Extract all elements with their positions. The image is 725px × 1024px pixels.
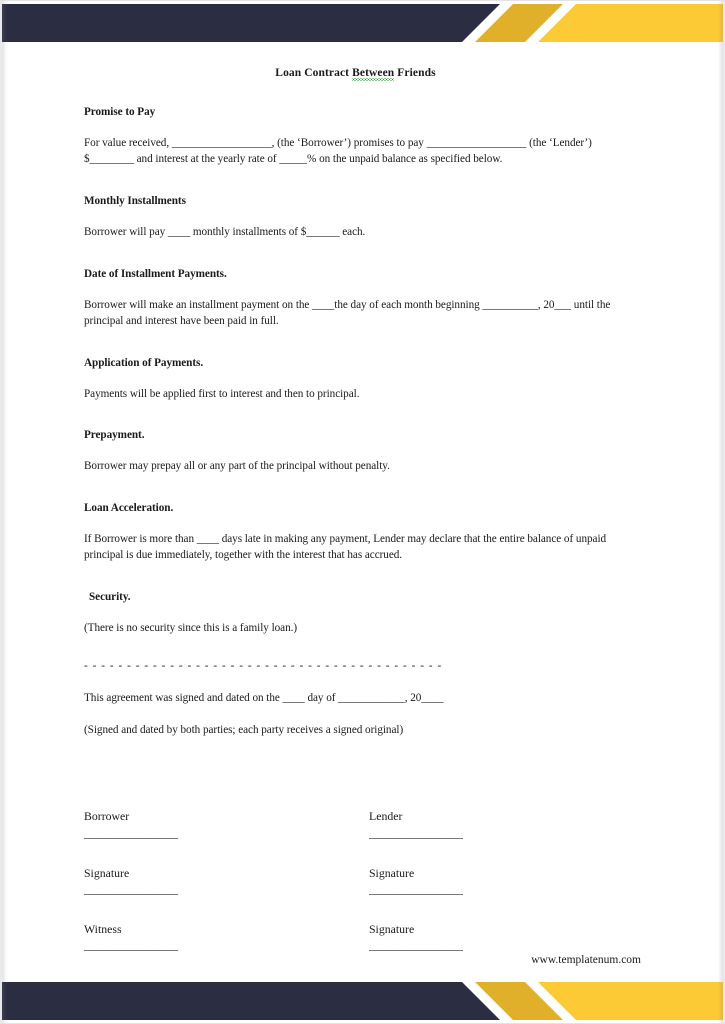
header-navy-shape	[0, 4, 500, 42]
signature-cell-borrower	[84, 809, 369, 865]
document-title	[84, 67, 641, 79]
section-heading-loan-acceleration: Loan Acceleration.	[84, 502, 174, 515]
section-body-security: (There is no security since this is a family loan.)	[84, 622, 298, 635]
footer-decoration-band	[0, 982, 725, 1020]
signature-cell-lender-signature	[369, 866, 641, 922]
section-body-application-of-payments: Payments will be applied first to interest and then to principal.	[84, 387, 360, 400]
signature-label-borrower: Borrower	[84, 809, 130, 824]
signature-label-witness: Witness	[84, 921, 122, 936]
dashed-separator: - - - - - - - - - - - - - - - - - - - - - - - - - - - - - - - - - - - - - - - - - -	[84, 660, 443, 673]
signature-label-borrower-signature: Signature	[84, 865, 130, 880]
section-heading-prepayment: Prepayment.	[84, 429, 145, 442]
document-body	[0, 46, 725, 978]
section-heading-security: Security.	[89, 591, 131, 604]
section-heading-date-of-installment-payments: Date of Installment Payments.	[84, 267, 227, 280]
signature-cell-witness	[84, 922, 369, 978]
signature-cell-lender	[369, 809, 641, 865]
signature-label-witness-signature: Signature	[369, 921, 415, 936]
signature-cell-witness-signature	[369, 922, 641, 978]
closing-signed-and-dated-line: This agreement was signed and dated on the ____ day of ____________, 20____	[84, 691, 444, 704]
signature-label-lender: Lender	[369, 809, 403, 824]
footer-yellow-shape	[538, 982, 725, 1020]
signature-cell-borrower-signature	[84, 866, 369, 922]
signature-line-witness[interactable]: _________________	[84, 939, 178, 953]
signature-line-lender[interactable]: _________________	[369, 826, 463, 840]
header-yellow-shape	[538, 4, 725, 42]
section-body-monthly-installments: Borrower will pay ____ monthly installments of $______ each.	[84, 225, 366, 238]
section-body-promise-to-pay: For value received, __________________, (the ‘Borrower’) promises to pay __________________ (the ‘Lender’) $________ and interest at the yearly rate of _____% on the unpaid balance as specified below.	[84, 137, 592, 165]
section-body-prepayment: Borrower may prepay all or any part of the principal without penalty.	[84, 460, 390, 473]
signature-line-borrower[interactable]: _________________	[84, 826, 178, 840]
closing-parties-note-line: (Signed and dated by both parties; each party receives a signed original)	[84, 724, 404, 737]
signature-line-borrower-signature[interactable]: _________________	[84, 882, 178, 896]
signature-line-lender-signature[interactable]: _________________	[369, 882, 463, 896]
footer-navy-shape	[0, 982, 500, 1020]
document-title-after: Friends	[394, 67, 436, 79]
signature-label-lender-signature: Signature	[369, 865, 415, 880]
footer-website-url[interactable]: www.templatenum.com	[531, 954, 641, 966]
section-heading-application-of-payments: Application of Payments.	[84, 356, 204, 369]
section-body-date-of-installment-payments: Borrower will make an installment payment on the ____the day of each month beginning __________, 20___ until the principal and interest have been paid in full.	[84, 298, 611, 327]
section-heading-promise-to-pay: Promise to Pay	[84, 106, 156, 118]
section-body-loan-acceleration: If Borrower is more than ____ days late in making any payment, Lender may declare that the entire balance of unpaid principal is due immediately, together with the interest that has accrued.	[84, 533, 607, 562]
signature-line-witness-signature[interactable]: _________________	[369, 939, 463, 953]
footer-band-shapes	[0, 982, 725, 1020]
section-heading-monthly-installments: Monthly Installments	[84, 194, 186, 207]
document-title-before: Loan Contract	[275, 67, 353, 79]
header-band-shapes	[0, 4, 725, 42]
signature-block	[84, 809, 641, 978]
document-title-misspelled-word: Between	[352, 67, 395, 79]
header-decoration-band	[0, 4, 725, 42]
